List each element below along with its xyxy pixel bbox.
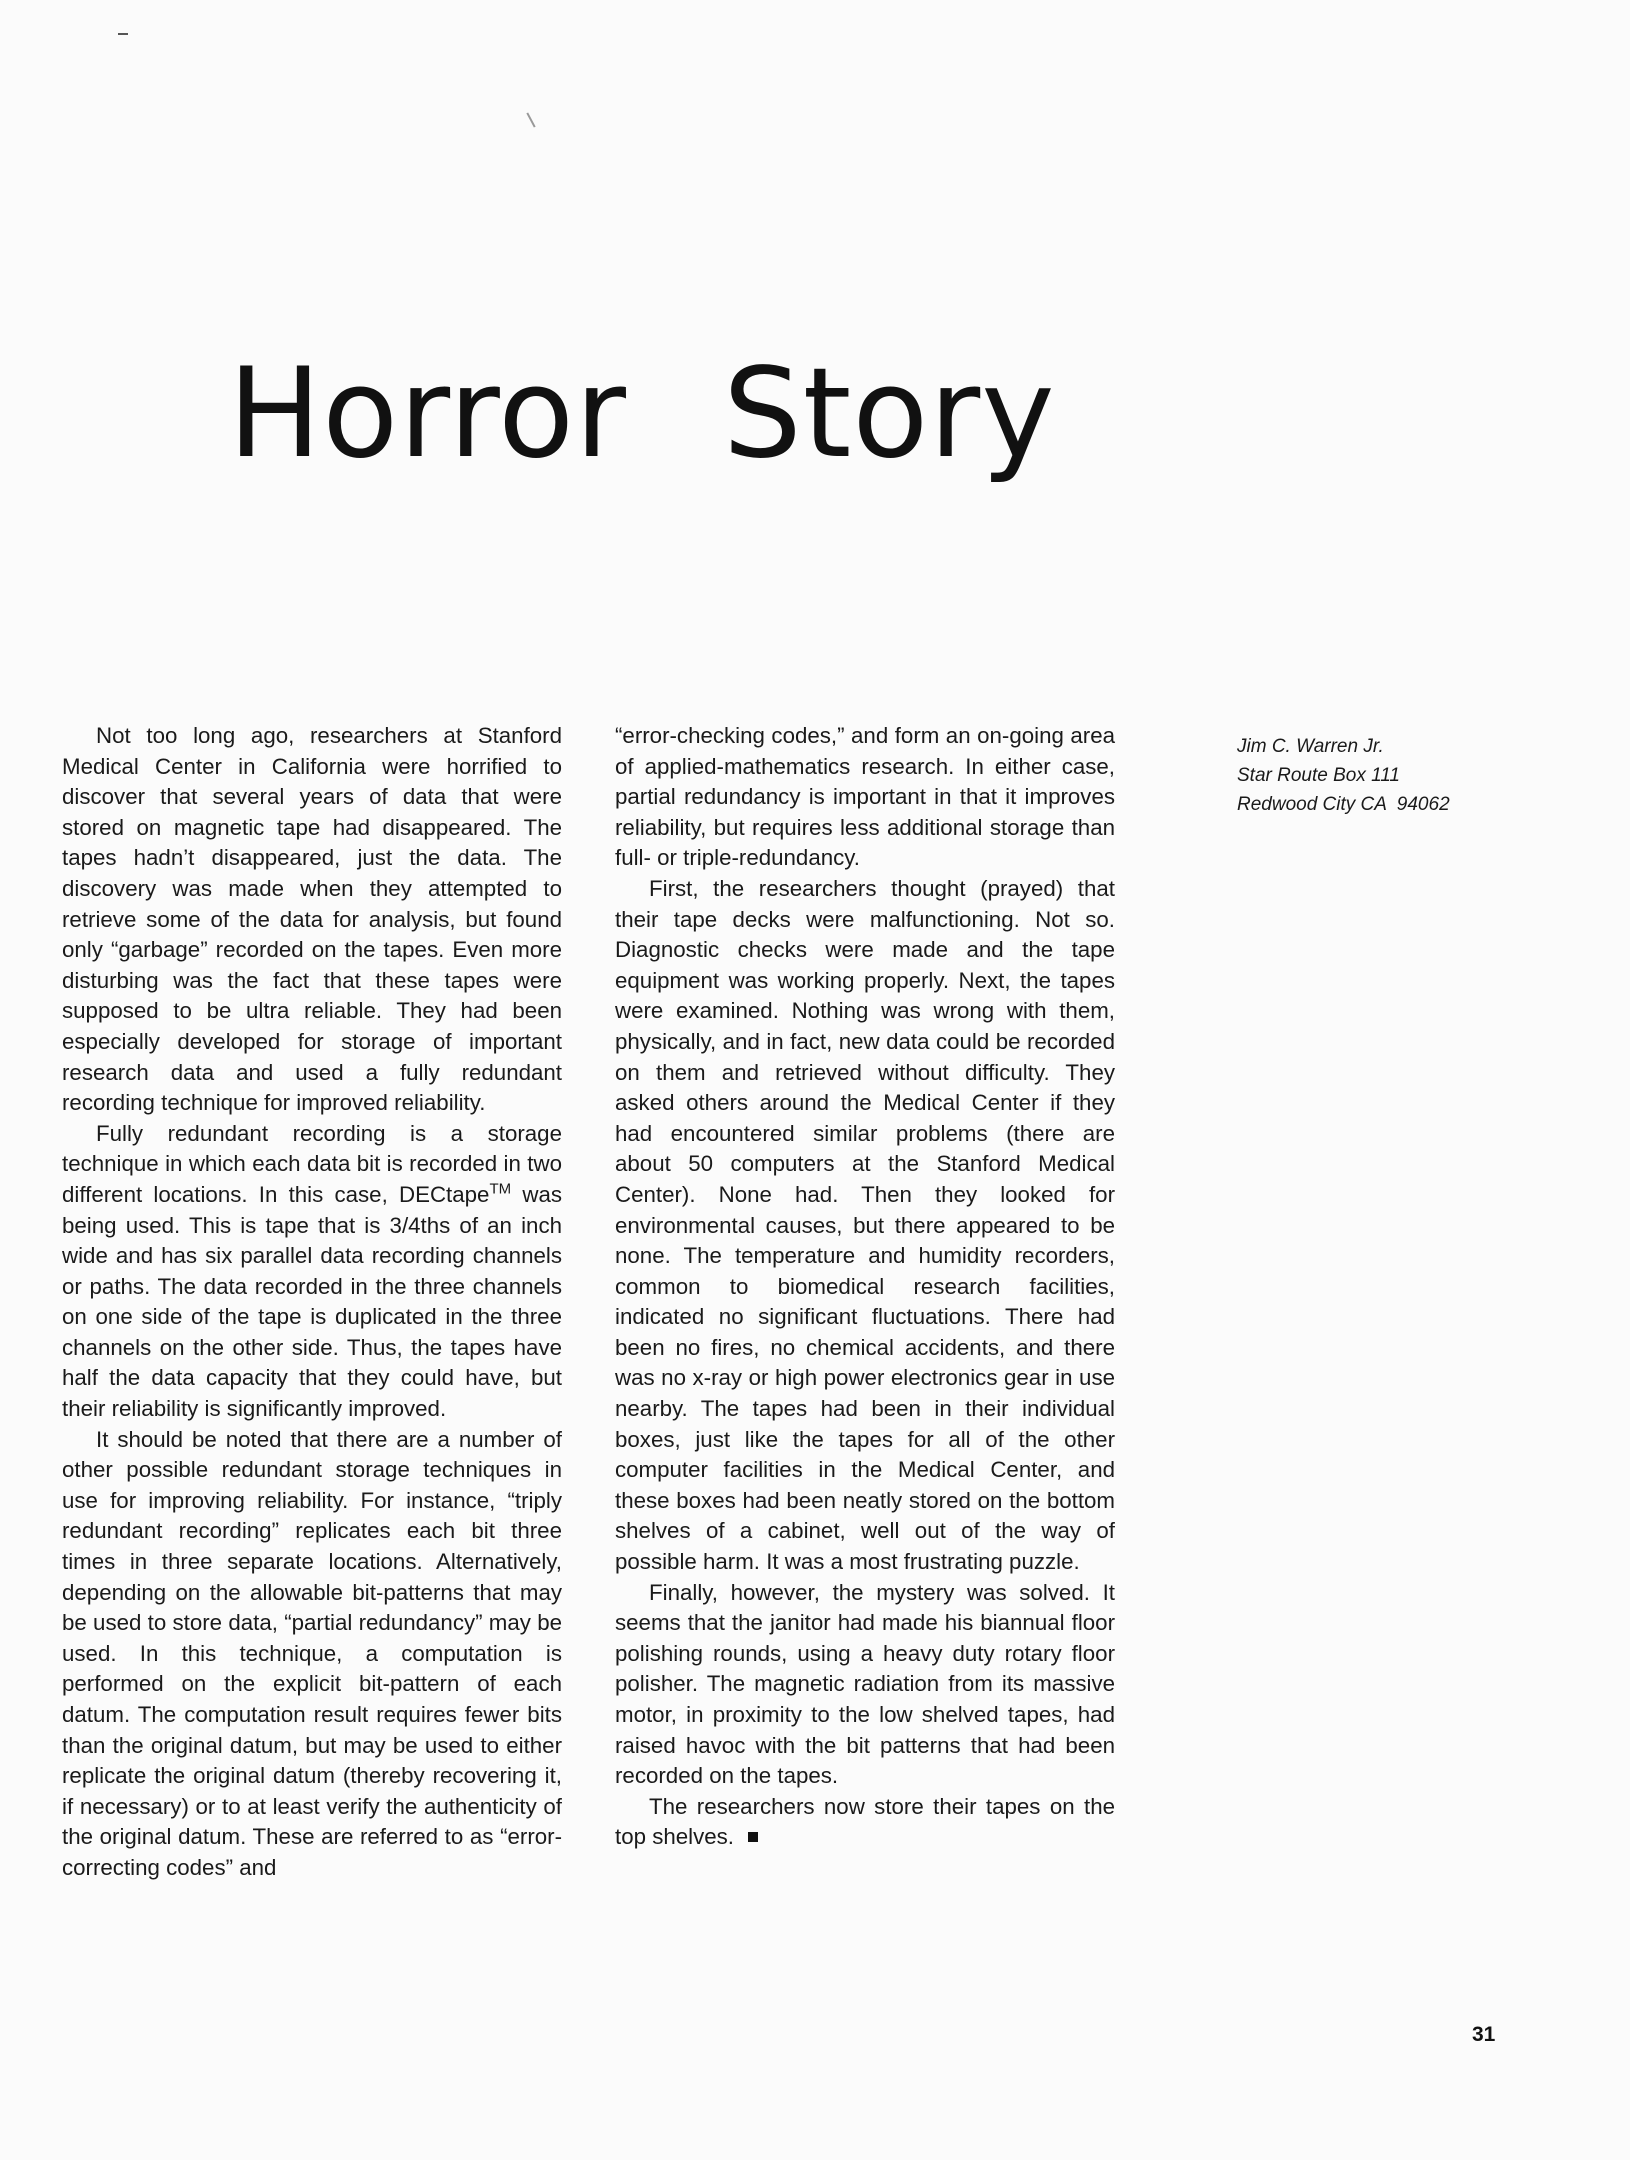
title-word-horror: Horror	[228, 342, 628, 486]
scan-speck	[526, 112, 535, 127]
author-byline	[1237, 732, 1450, 819]
author-name: Jim C. Warren Jr.	[1237, 736, 1384, 757]
paragraph-text: was being used. This is tape that is 3/4ths of an inch wide and has six parallel data recording channels or paths. The data recorded in the three channels on one side of the tape is duplicated in the three channels on the other side. Thus, the tapes have half the data capacity that they could have, but their reliability is significantly improved.	[62, 1181, 562, 1422]
author-address-line: Redwood City CA 94062	[1237, 794, 1450, 815]
end-of-article-square-icon	[748, 1832, 758, 1842]
paragraph: First, the researchers thought (prayed) that their tape decks were malfunctioning. Not so. Diagnostic checks were made and the tape equipment was working properly. Next, the tapes were examined. Nothing was wrong with them, physically, and in fact, new data could be recorded on them and retrieved without difficulty. They asked others around the Medical Center if they had encountered similar problems (there are about 50 computers at the Stanford Medical Center). None had. Then they looked for environmental causes, but there appeared to be none. The temperature and humidity recorders, common to biomedical research facilities, indicated no significant fluctuations. There had been no fires, no chemical accidents, and there was no x-ray or high power electronics gear in use nearby. The tapes had been in their individual boxes, just like the tapes for all of the other computer facilities in the Medical Center, and these boxes had been neatly stored on the bottom shelves of a cabinet, well out of the way of possible harm. It was a most frustrating puzzle.	[615, 875, 1115, 1575]
paragraph-text: Fully redundant recording is a storage technique in which each data bit is recorded in two different locations. In this case, DECtape	[62, 1120, 562, 1207]
paragraph: “error-checking codes,” and form an on-going area of applied-mathematics research. In either case, partial redundancy is important in that it improves reliability, but requires less additional storage than full- or triple-redundancy.	[615, 723, 1115, 871]
paragraph: Not too long ago, researchers at Stanford Medical Center in California were horrified to discover that several years of data that were stored on magnetic tape had disappeared. The tapes hadn’t disappeared, just the data. The discovery was made when they attempted to retrieve some of the data for analysis, but found only “garbage” recorded on the tapes. Even more disturbing was the fact that these tapes were supposed to be ultra reliable. They had been especially developed for storage of important research data and used a fully redundant recording technique for improved reliability.	[62, 723, 562, 1116]
trademark-superscript: TM	[489, 1180, 512, 1198]
author-address-line: Star Route Box 111	[1237, 765, 1401, 786]
article-title	[228, 342, 1056, 486]
article-column-2	[615, 721, 1115, 1853]
article-column-1	[62, 721, 562, 1884]
page-number: 31	[1472, 2023, 1496, 2046]
paragraph	[62, 1119, 562, 1425]
title-word-story: Story	[723, 342, 1056, 486]
paragraph: Finally, however, the mystery was solved. It seems that the janitor had made his biannual floor polishing rounds, using a heavy duty rotary floor polisher. The magnetic radiation from its massive motor, in proximity to the low shelved tapes, had raised havoc with the bit patterns that had been recorded on the tapes.	[615, 1579, 1115, 1789]
scan-speck	[118, 33, 128, 35]
paragraph	[615, 1792, 1115, 1853]
paragraph-text: The researchers now store their tapes on the top shelves.	[615, 1793, 1115, 1850]
paragraph: It should be noted that there are a number of other possible redundant storage techniques in use for improving reliability. For instance, “triply redundant recording” replicates each bit three times in three separate locations. Alternatively, depending on the allowable bit-patterns that may be used to store data, “partial redundancy” may be used. In this technique, a computation is performed on the explicit bit-pattern of each datum. The computation result requires fewer bits than the original datum, but may be used to either replicate the original datum (thereby recovering it, if necessary) or to at least verify the authenticity of the original datum. These are referred to as “error-correcting codes” and	[62, 1426, 562, 1880]
